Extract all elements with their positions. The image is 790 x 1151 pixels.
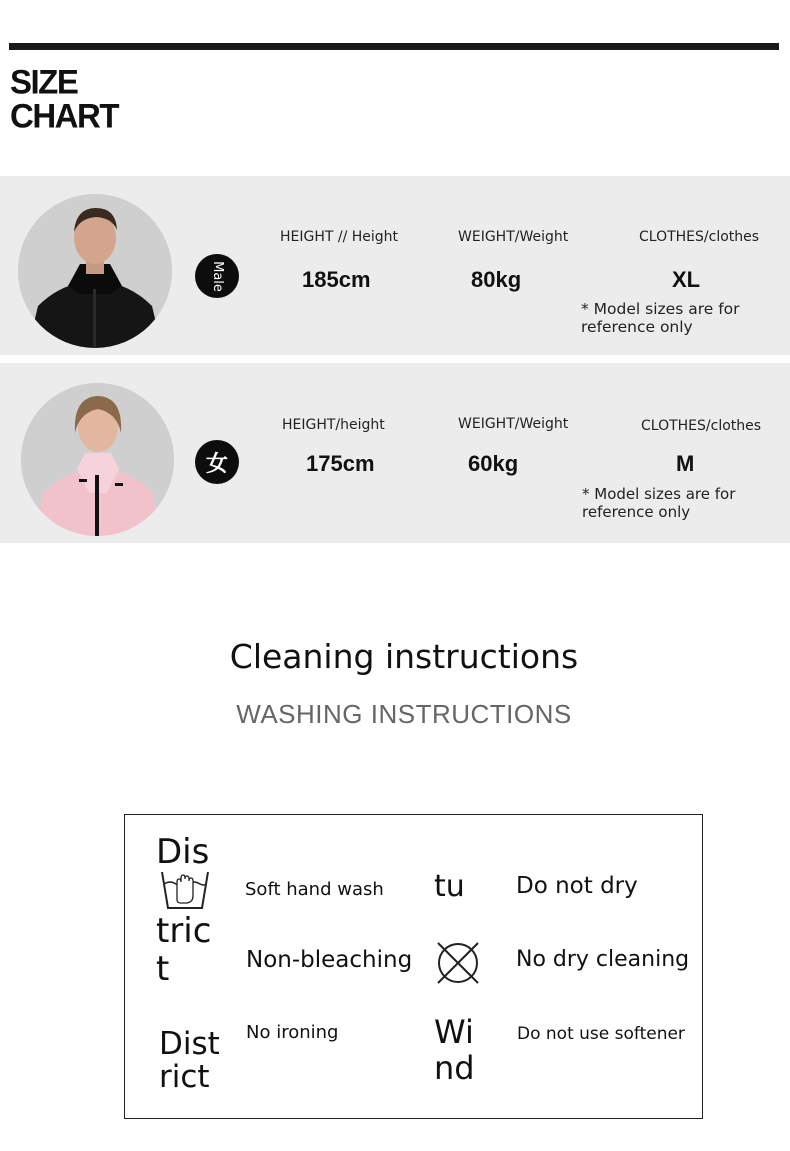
page-title-line2: CHART — [10, 96, 118, 135]
care-text-fragment: tric — [156, 911, 212, 951]
male-size-note: * Model sizes are for reference only — [581, 300, 740, 336]
male-badge-icon: Male — [195, 254, 239, 298]
care-label-do-not-dry: Do not dry — [516, 873, 638, 899]
cleaning-title: Cleaning instructions — [229, 637, 579, 676]
care-text-fragment: nd — [434, 1049, 475, 1087]
female-model-photo — [21, 383, 174, 536]
care-text-fragment: t — [156, 949, 170, 989]
female-weight-label: WEIGHT/Weight — [458, 416, 569, 432]
care-text-fragment: Dis — [156, 832, 210, 872]
top-divider — [9, 43, 779, 50]
female-weight-value: 60kg — [468, 451, 519, 476]
female-clothes-label: CLOTHES/clothes — [641, 418, 762, 434]
page-title-line1: SIZE — [10, 62, 78, 101]
care-label-do-not-use-softener: Do not use softener — [517, 1024, 685, 1044]
do-not-dry-clean-icon — [434, 939, 482, 987]
female-size-note: * Model sizes are for reference only — [582, 485, 736, 521]
care-label-no-ironing: No ironing — [246, 1022, 339, 1043]
care-label-no-dry-cleaning: No dry cleaning — [516, 947, 690, 972]
care-text-fragment: Wi — [434, 1013, 474, 1051]
male-height-value: 185cm — [302, 267, 371, 292]
male-weight-label: WEIGHT/Weight — [458, 229, 569, 245]
care-text-fragment: Dist — [159, 1026, 220, 1062]
care-text-fragment: rict — [159, 1059, 210, 1095]
hand-wash-icon — [160, 870, 210, 912]
female-size-value: M — [676, 451, 695, 476]
male-size-value: XL — [672, 267, 701, 292]
care-text-fragment: tu — [434, 869, 465, 904]
care-label-non-bleaching: Non-bleaching — [246, 947, 413, 973]
female-badge-icon: 女 — [195, 440, 239, 484]
male-clothes-label: CLOTHES/clothes — [639, 229, 760, 245]
washing-subtitle: WASHING INSTRUCTIONS — [236, 699, 572, 729]
male-model-photo — [18, 194, 172, 348]
care-label-soft-hand-wash: Soft hand wash — [245, 879, 384, 900]
female-height-label: HEIGHT/height — [282, 417, 385, 433]
male-height-label: HEIGHT // Height — [280, 229, 399, 245]
female-height-value: 175cm — [306, 451, 375, 476]
male-weight-value: 80kg — [471, 267, 522, 292]
